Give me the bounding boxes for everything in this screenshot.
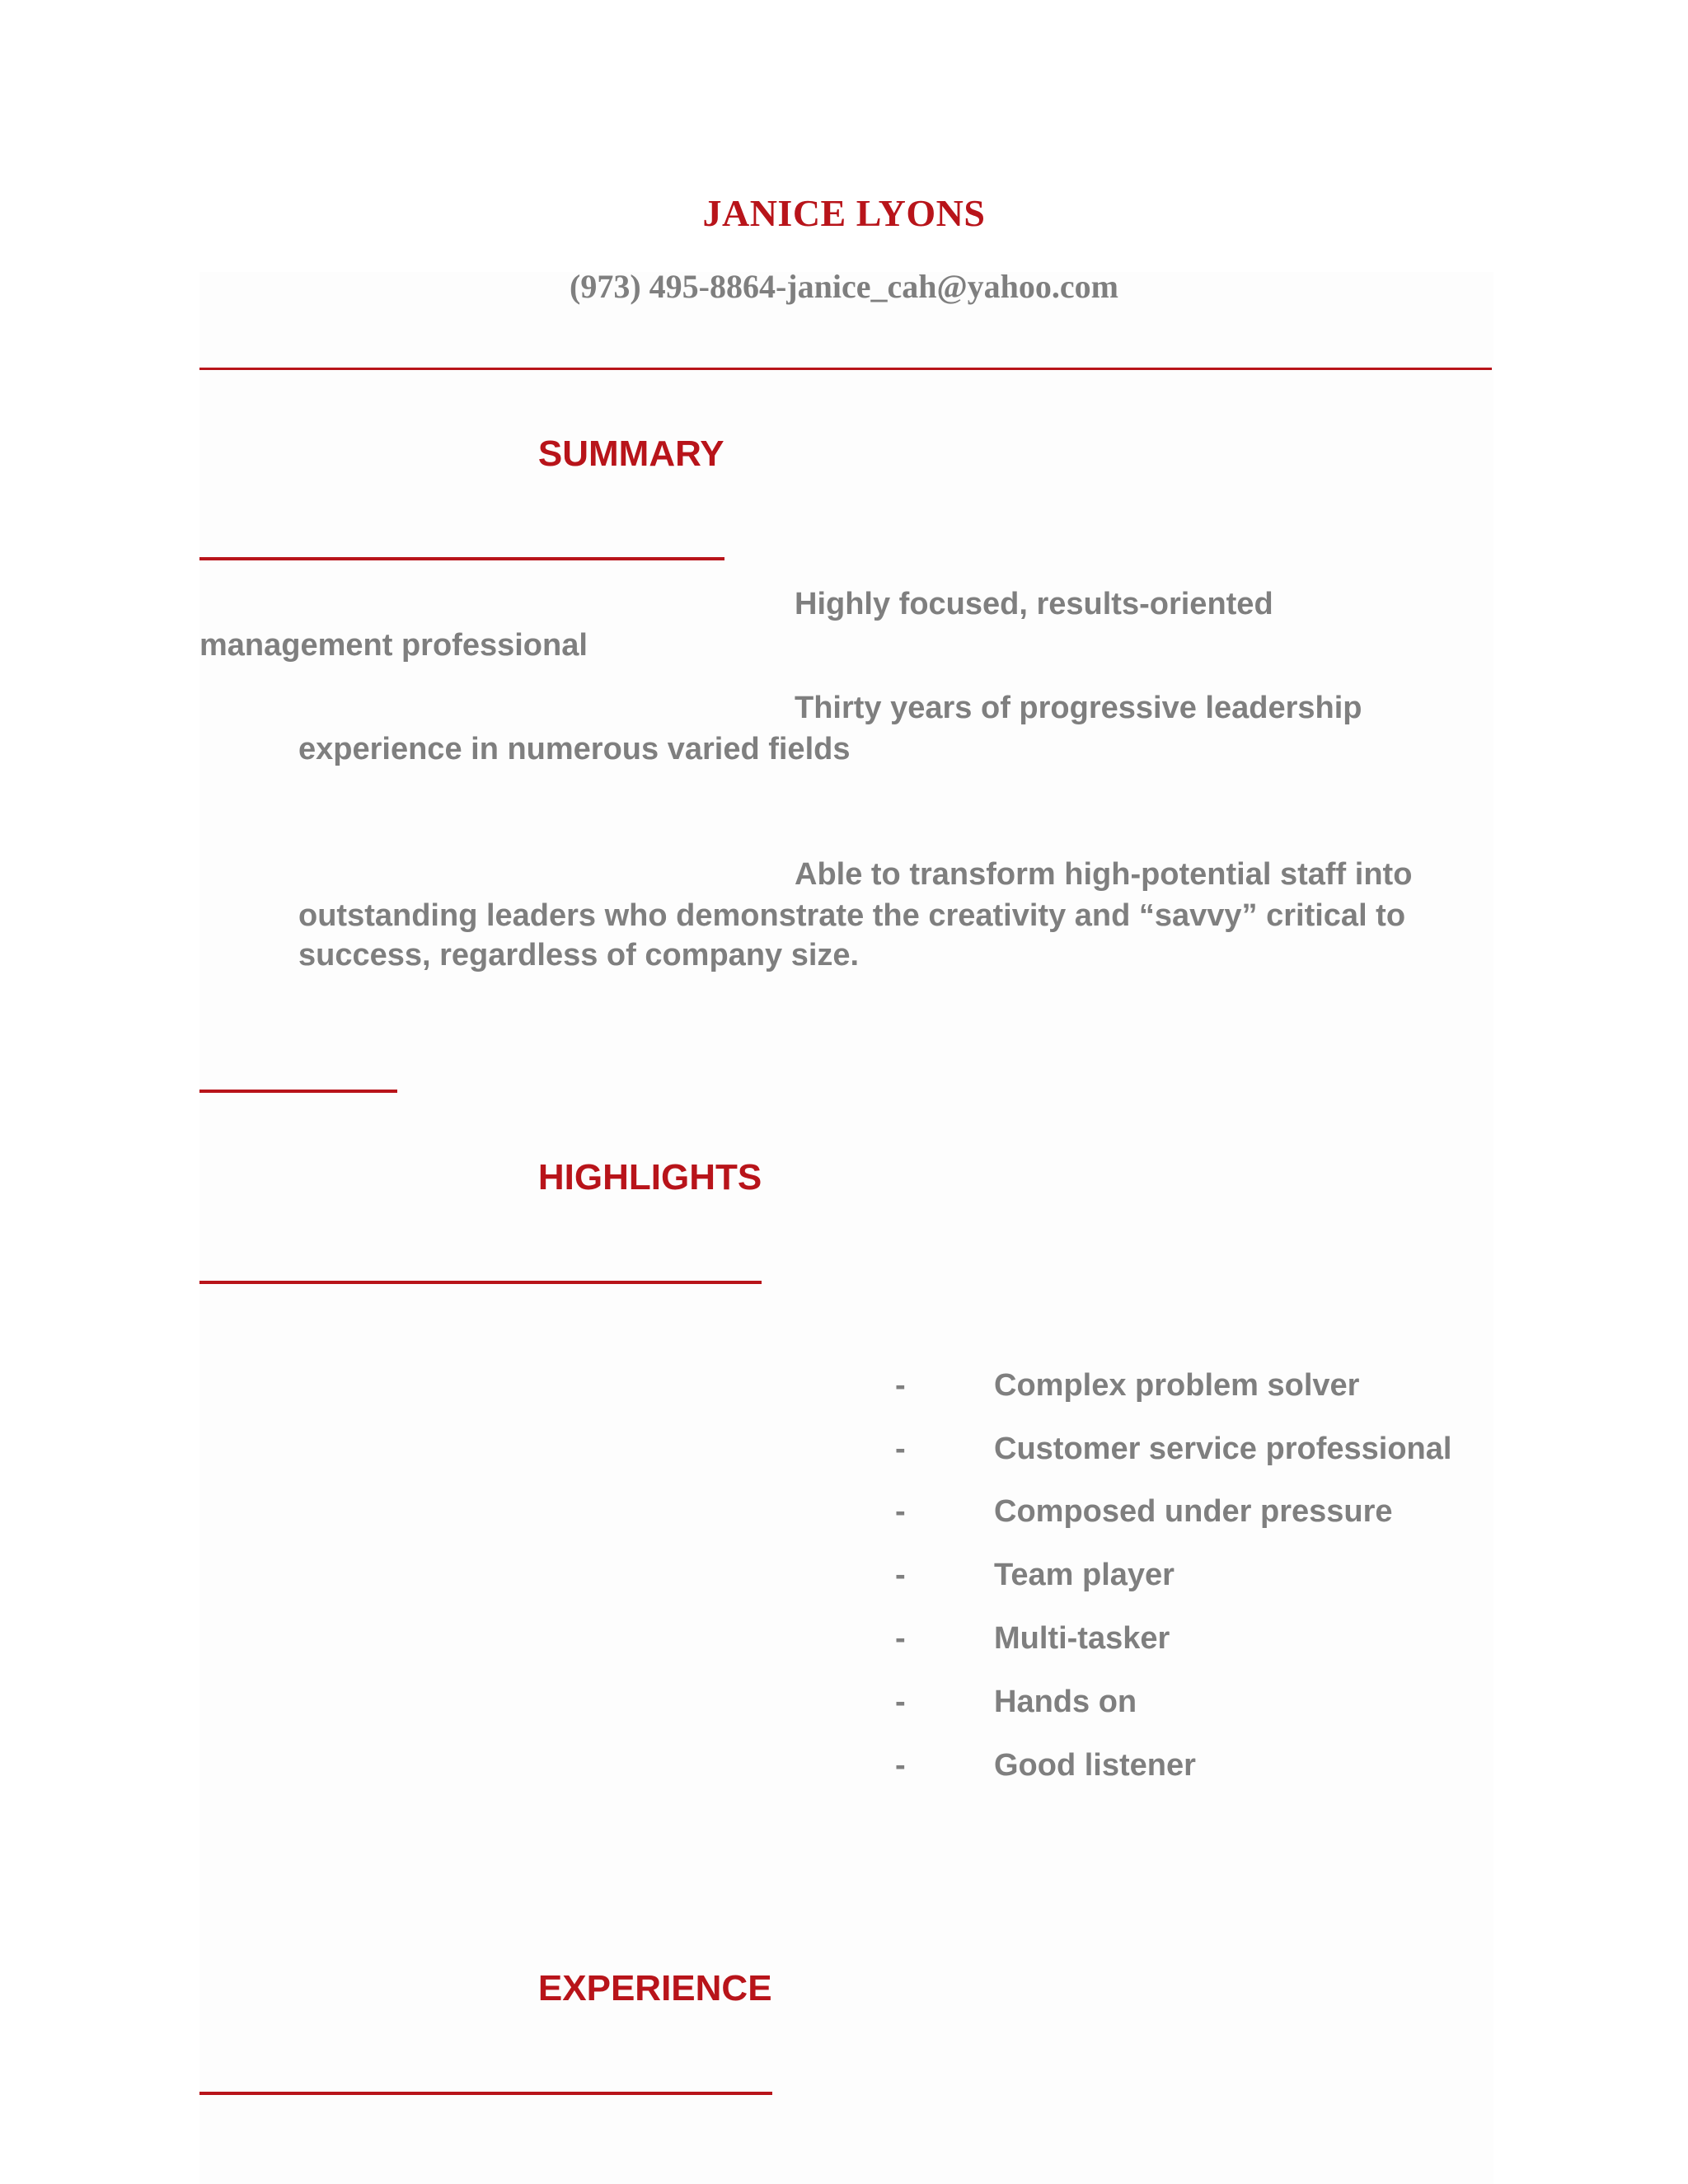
list-bullet: - — [895, 1432, 906, 1466]
experience-heading-underline — [199, 2092, 772, 2095]
summary-p1-line2: management professional — [199, 628, 588, 663]
summary-heading — [199, 392, 724, 557]
summary-p3-line2: outstanding leaders who demonstrate the creativity and “savvy” critical to — [298, 898, 1406, 933]
summary-p3-line3: success, regardless of company size. — [298, 938, 860, 972]
header-divider — [199, 368, 1492, 370]
list-item: Complex problem solver — [994, 1368, 1360, 1403]
list-bullet: - — [895, 1685, 906, 1719]
candidate-name: JANICE LYONS — [702, 192, 986, 234]
summary-heading-underline — [199, 557, 724, 560]
section-divider-short — [199, 1090, 397, 1093]
highlights-heading — [199, 1116, 762, 1281]
list-item: Multi-tasker — [994, 1621, 1170, 1656]
summary-p2-line2: experience in numerous varied fields — [298, 732, 851, 766]
highlights-heading-text: HIGHLIGHTS — [537, 1157, 762, 1197]
list-item: Team player — [994, 1558, 1175, 1592]
highlights-heading-underline — [199, 1281, 762, 1284]
list-bullet: - — [895, 1368, 906, 1403]
experience-heading — [199, 1927, 772, 2092]
experience-heading-text: EXPERIENCE — [537, 1968, 772, 2008]
list-item: Good listener — [994, 1748, 1196, 1783]
list-bullet: - — [895, 1748, 906, 1783]
list-item: Hands on — [994, 1685, 1137, 1719]
list-bullet: - — [895, 1558, 906, 1592]
list-bullet: - — [895, 1621, 906, 1656]
list-item: Composed under pressure — [994, 1494, 1393, 1529]
contact-line: (973) 495-8864-janice_cah@yahoo.com — [570, 268, 1118, 305]
summary-p3-line1: Able to transform high-potential staff into — [795, 857, 1413, 892]
summary-heading-text: SUMMARY — [537, 434, 724, 474]
list-bullet: - — [895, 1494, 906, 1529]
list-item: Customer service professional — [994, 1432, 1452, 1466]
summary-p1-line1: Highly focused, results-oriented — [795, 587, 1273, 621]
summary-p2-line1: Thirty years of progressive leadership — [795, 691, 1362, 725]
